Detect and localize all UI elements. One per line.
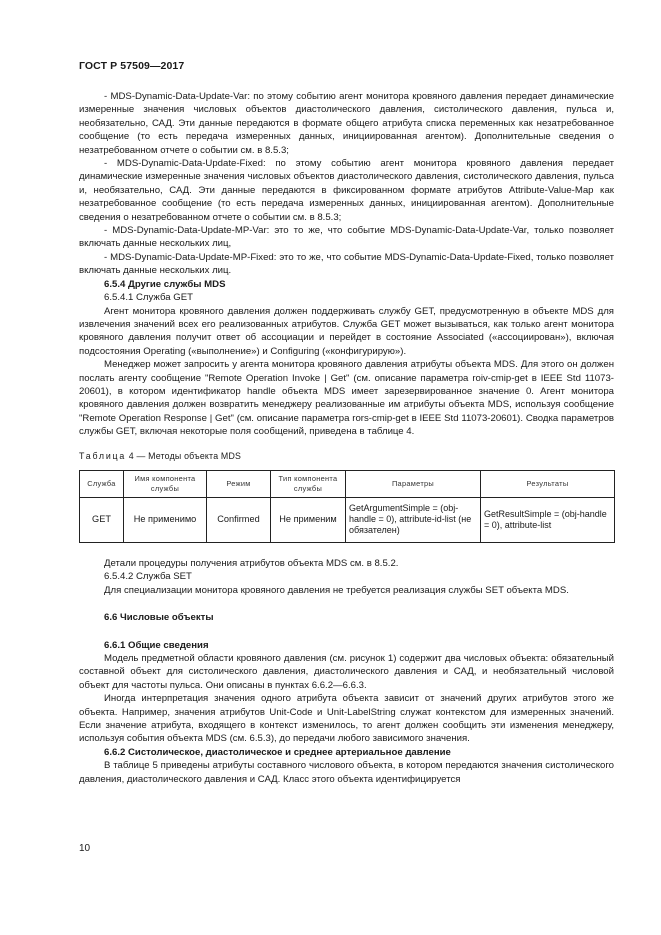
column-header-service: Служба [80, 470, 124, 497]
standard-id-header: ГОСТ Р 57509—2017 [79, 60, 185, 72]
document-body [79, 90, 614, 786]
table-caption [79, 450, 614, 463]
section-heading-6-5-4: 6.5.4 Другие службы MDS [104, 278, 226, 290]
event-item-dynamic-mp-fixed: - MDS-Dynamic-Data-Update-MP-Fixed: это то же, что событие MDS-Dynamic-Data-Update-Fixed, только позволяет включать данные нескольких лиц. [79, 251, 614, 277]
subsection-heading-get: 6.5.4.1 Служба GET [104, 292, 193, 304]
paragraph-get-details: Детали процедуры получения атрибутов объекта MDS см. в 8.5.2. [104, 557, 399, 569]
column-header-results: Результаты [481, 470, 615, 497]
column-header-mode: Режим [207, 470, 271, 497]
paragraph-manager-request: Менеджер может запросить у агента монитора кровяного давления атрибуты объекта MDS. Для этого он должен послать агенту сообщение "Remote Operation Invoke | Get" (см. описание параметра roiv-cmip-get в IEEE Std 11073-20601), в котором идентификатор handle объекта MDS имеет зарезервированное значение 0. Агент монитора кровяного давления должен возвратить менеджеру реализованные им атрибуты объекта MDS, используя сообщение "Remote Operation Response | Get" (см. описание параметра rors-cmip-get в IEEE Std 11073-20601). Сводка параметров службы GET, включая некоторые поля сообщений, приведена в таблице 4. [79, 359, 614, 438]
column-header-component-type: Тип компонента службы [271, 470, 346, 497]
paragraph-set-service: Для специализации монитора кровяного давления не требуется реализация службы SET объекта MDS. [104, 584, 569, 596]
cell-component-type: Не применим [271, 497, 346, 542]
section-heading-6-6: 6.6 Числовые объекты [104, 612, 214, 624]
paragraph-get-service: Агент монитора кровяного давления должен поддерживать службу GET, предусмотренную в объекте MDS для извлечения значений всех его реализованных атрибутов. Служба GET может вызываться, как только агент монитора кровяного давления получит ответ об ассоциации и перейдет в состояние Associated («ассоциирован»), включая подсостояния Operating («выполнение») и Configuring («конфигурирую»). [79, 305, 614, 357]
cell-mode: Confirmed [207, 497, 271, 542]
paragraph-attribute-context: Иногда интерпретация значения одного атрибута объекта зависит от значений других атрибутов этого же объекта. Например, значения атрибутов Unit-Code и Unit-LabelString служат контекстом для измеренных значений. Если значение атрибута, входящего в контекст изменилось, то агент должен сообщить эти изменения менеджеру, используя события объекта MDS (см. 6.5.3), до передачи любого зависимого значения. [79, 693, 614, 745]
page-number: 10 [79, 843, 91, 854]
table-row [80, 497, 615, 542]
mds-methods-table [79, 470, 615, 543]
event-item-dynamic-mp-var: - MDS-Dynamic-Data-Update-MP-Var: это то же, что событие MDS-Dynamic-Data-Update-Var, только позволяет включать данные нескольких лиц, [79, 225, 614, 250]
section-heading-6-6-2: 6.6.2 Систолическое, диастолическое и среднее артериальное давление [104, 746, 451, 758]
event-item-dynamic-var: - MDS-Dynamic-Data-Update-Var: по этому событию агент монитора кровяного давления передает динамические измеренные значения числовых объектов диастолического давления, систолического давления, пульса и, необязательно, САД. Эти данные передаются в формате общего атрибута списка переменных как незатребованное сообщение (то есть передача измеренных данных, инициированная агентом). Дополнительные сведения о незатребованном отчете о событии см. в 8.5.3; [79, 91, 614, 156]
event-item-dynamic-fixed: - MDS-Dynamic-Data-Update-Fixed: по этому событию агент монитора кровяного давления передает динамические измеренные значения числовых объектов диастолического давления, систолического давления, пульса и, необязательно, САД. Эти данные передаются в фиксированном формате атрибутов Attribute-Value-Map как незатребованное сообщение (то есть передача измеренных данных, инициированная агентом). Дополнительные сведения о незатребованном отчете о событии см. в 8.5.3; [79, 158, 614, 223]
table-header-row [80, 470, 615, 497]
section-heading-6-6-1: 6.6.1 Общие сведения [104, 639, 209, 651]
paragraph-numeric-objects: Модель предметной области кровяного давления (см. рисунок 1) содержит два числовых объекта: обязательный составной объект для систолического давления, диастолического давления и САД, и необязательный числовой объект для частоты пульса. Они описаны в пунктах 6.6.2—6.6.3. [79, 653, 614, 691]
cell-parameters: GetArgumentSimple = (obj-handle = 0), attribute-id-list (не обязателен) [346, 497, 481, 542]
cell-results: GetResultSimple = (obj-handle = 0), attribute-list [481, 497, 615, 542]
subsection-heading-set: 6.5.4.2 Служба SET [104, 571, 192, 583]
table-caption-prefix: Таблица [79, 450, 127, 461]
column-header-parameters: Параметры [346, 470, 481, 497]
table-caption-title: 4 — Методы объекта MDS [128, 450, 242, 461]
cell-component-name: Не применимо [124, 497, 207, 542]
cell-service: GET [80, 497, 124, 542]
column-header-component-name: Имя компонента службы [124, 470, 207, 497]
paragraph-table5-intro: В таблице 5 приведены атрибуты составного числового объекта, в котором передаются значения систолического давления, диастолического давления и САД. Класс этого объекта идентифицируется [79, 760, 614, 785]
